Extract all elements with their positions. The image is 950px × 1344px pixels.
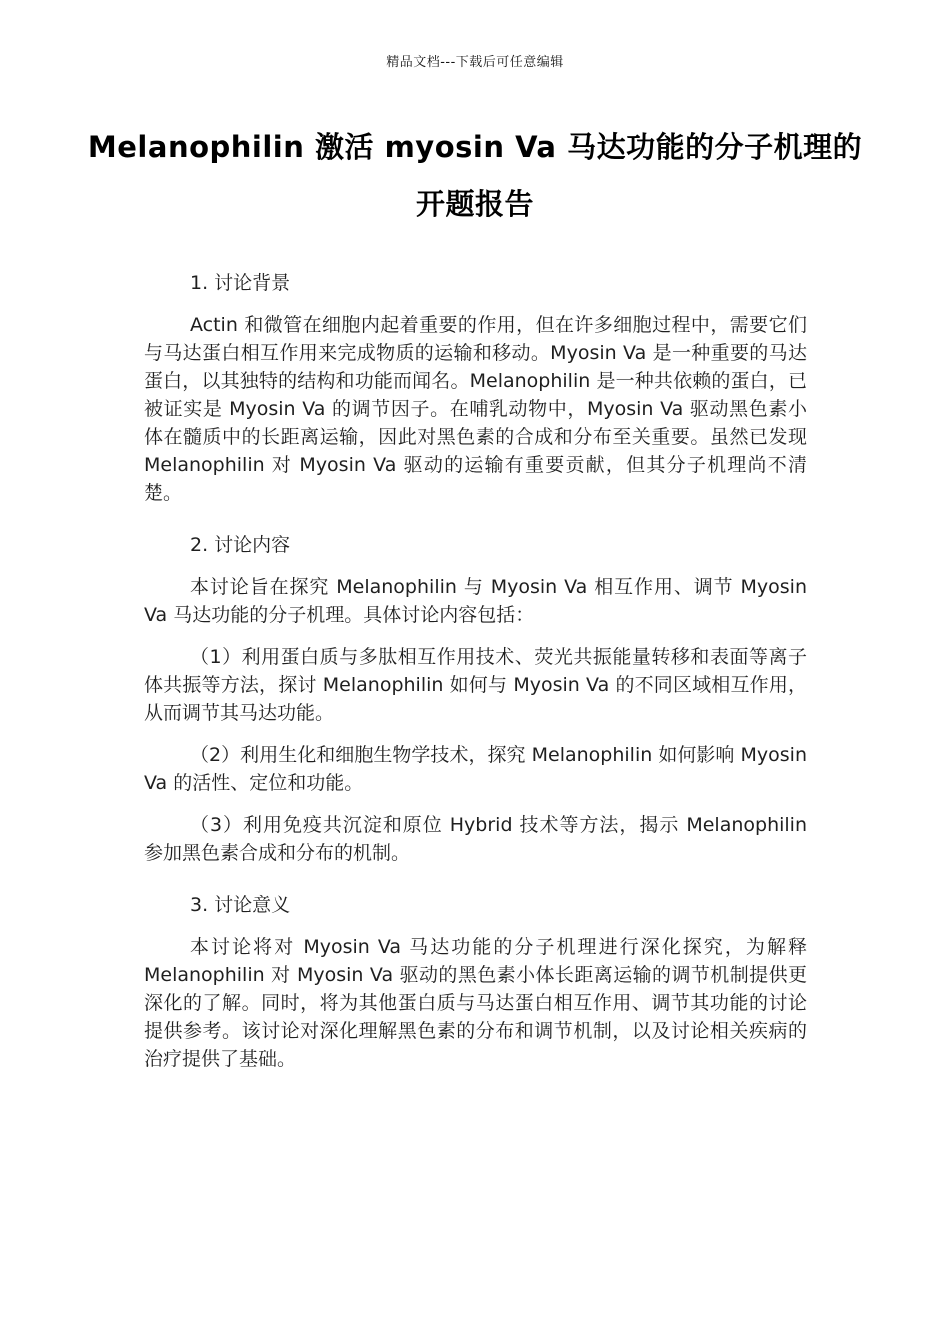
document-title-line-2: 开题报告 (415, 187, 534, 221)
section-heading-background: 1. 讨论背景 (190, 272, 291, 294)
section-heading-significance: 3. 讨论意义 (190, 894, 291, 916)
document-title (0, 119, 950, 233)
document-title-line-1: Melanophilin 激活 myosin Va 马达功能的分子机理的 (87, 130, 863, 164)
section-heading-content: 2. 讨论内容 (190, 534, 291, 556)
paragraph-content-intro: 本讨论旨在探究 Melanophilin 与 Myosin Va 相互作用、调节 Myosin Va 马达功能的分子机理。具体讨论内容包括： (144, 576, 807, 626)
paragraph-content-item-2: （2）利用生化和细胞生物学技术，探究 Melanophilin 如何影响 Myosin Va 的活性、定位和功能。 (144, 744, 807, 794)
paragraph-content-item-3: （3）利用免疫共沉淀和原位 Hybrid 技术等方法，揭示 Melanophilin 参加黑色素合成和分布的机制。 (144, 814, 807, 864)
header-note: 精品文档---下载后可任意编辑 (386, 55, 564, 70)
paragraph-significance: 本讨论将对 Myosin Va 马达功能的分子机理进行深化探究，为解释 Melanophilin 对 Myosin Va 驱动的黑色素小体长距离运输的调节机制提供更深化的了解。同时，将为其他蛋白质与马达蛋白相互作用、调节其功能的讨论提供参考。该讨论对深化理解黑色素的分布和调节机制，以及讨论相关疾病的治疗提供了基础。 (144, 936, 807, 1070)
paragraph-background: Actin 和微管在细胞内起着重要的作用，但在许多细胞过程中，需要它们与马达蛋白相互作用来完成物质的运输和移动。Myosin Va 是一种重要的马达蛋白，以其独特的结构和功能而闻名。Melanophilin 是一种共依赖的蛋白，已被证实是 Myosin Va 的调节因子。在哺乳动物中，Myosin Va 驱动黑色素小体在髓质中的长距离运输，因此对黑色素的合成和分布至关重要。虽然已发现 Melanophilin 对 Myosin Va 驱动的运输有重要贡献，但其分子机理尚不清楚。 (144, 314, 807, 504)
paragraph-content-item-1: （1）利用蛋白质与多肽相互作用技术、荧光共振能量转移和表面等离子体共振等方法，探讨 Melanophilin 如何与 Myosin Va 的不同区域相互作用，从而调节其马达功能。 (144, 646, 807, 724)
document-body (144, 269, 807, 1073)
